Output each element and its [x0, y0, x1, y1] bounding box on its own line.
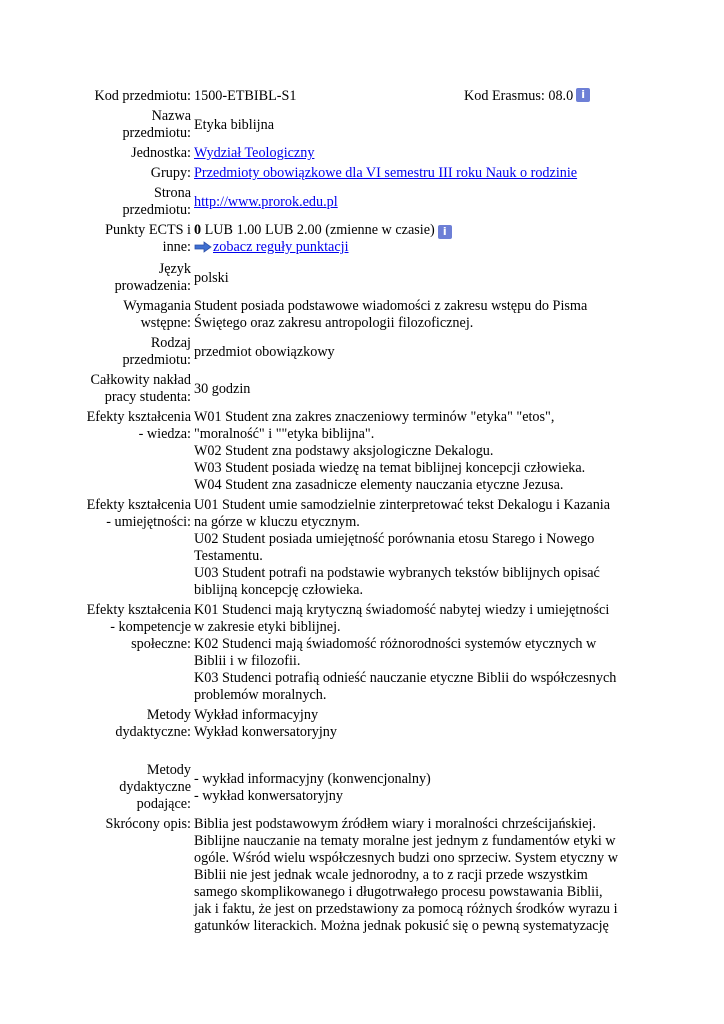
ects-points-bold: 0: [194, 222, 202, 238]
text-line: w zakresie etyki biblijnej.: [194, 619, 341, 635]
website-link[interactable]: http://www.prorok.edu.pl: [194, 193, 338, 210]
methods-teaching-value: [194, 771, 634, 805]
label-line: Punkty ECTS i: [105, 222, 191, 238]
label-line: Efekty kształcenia: [86, 497, 191, 513]
methods-label: [0, 707, 194, 741]
text-line: Świętego oraz zakresu antropologii filozoficznej.: [194, 315, 474, 331]
erasmus-label: Kod Erasmus:: [464, 88, 545, 104]
workload-label: [0, 372, 194, 406]
text-line: - wykład informacyjny (konwencjonalny): [194, 770, 431, 787]
skills-label: [0, 497, 194, 531]
requirements-value: [194, 298, 634, 332]
course-sheet: [0, 88, 724, 938]
label-line: dydaktyczne:: [115, 724, 191, 740]
label-line: społeczne:: [131, 636, 191, 652]
text-line: Student posiada podstawowe wiadomości z zakresu wstępu do Pisma: [194, 298, 588, 314]
row-requirements: [0, 298, 724, 332]
row-course-type: [0, 335, 724, 369]
text-line: biblijną koncepcję człowieka.: [194, 582, 363, 598]
label-line: - kompetencje: [110, 619, 191, 635]
course-code-value: 1500-ETBIBL-S1: [194, 88, 297, 104]
text-line: U02 Student posiada umiejętność porównania etosu Starego i Nowego: [194, 531, 595, 547]
label-line: pracy studenta:: [104, 389, 191, 405]
label-line: Język: [158, 261, 191, 277]
text-line: na górze w kluczu etycznym.: [194, 514, 360, 530]
row-methods-teaching: [0, 762, 724, 813]
label-line: Efekty kształcenia: [86, 602, 191, 618]
row-summary: [0, 816, 724, 935]
label-line: dydaktyczne: [119, 779, 191, 795]
text-line: ogóle. Wśród wielu współczesnych budzi ono sprzeciw. System etyczny w: [194, 850, 618, 866]
text-line: K03 Studenci potrafią odnieść nauczanie etyczne Biblii do współczesnych: [194, 670, 617, 686]
text-line: Biblii i w filozofii.: [194, 653, 301, 669]
text-line: U01 Student umie samodzielnie zinterpretować tekst Dekalogu i Kazania: [194, 497, 611, 513]
text-line: - wykład konwersatoryjny: [194, 787, 343, 804]
groups-link[interactable]: Przedmioty obowiązkowe dla VI semestru III roku Nauk o rodzinie: [194, 165, 578, 181]
summary-value: [194, 816, 634, 935]
groups-label: Grupy:: [150, 165, 191, 181]
label-line: przedmiotu:: [122, 125, 191, 141]
ects-value: [194, 222, 634, 258]
course-type-label: [0, 335, 194, 369]
competences-value: [194, 602, 634, 704]
unit-link[interactable]: Wydział Teologiczny: [194, 145, 315, 161]
text-line: samego skomplikowanego i długotrwałego procesu powstawania Biblii,: [194, 884, 603, 900]
knowledge-label: [0, 409, 194, 443]
methods-teaching-label: [0, 762, 194, 813]
label-line: podające:: [136, 796, 191, 812]
text-line: U03 Student potrafi na podstawie wybranych tekstów biblijnych opisać: [194, 565, 600, 581]
course-code-label: Kod przedmiotu:: [94, 88, 191, 104]
text-line: Biblii nie jest jednak wcale jednorodny, a to z racji przede wszystkim: [194, 867, 588, 883]
row-groups: [0, 165, 724, 182]
course-type-value: przedmiot obowiązkowy: [194, 343, 335, 360]
label-line: prowadzenia:: [114, 278, 191, 294]
skills-value: [194, 497, 634, 599]
arrow-right-icon: [194, 241, 212, 258]
text-line: W03 Student posiada wiedzę na temat biblijnej koncepcji człowieka.: [194, 460, 586, 476]
text-line: Wykład konwersatoryjny: [194, 724, 337, 740]
label-line: Nazwa: [151, 108, 191, 124]
row-course-code: [0, 88, 724, 105]
row-knowledge: [0, 409, 724, 494]
scoring-rules-link[interactable]: zobacz reguły punktacji: [213, 239, 349, 255]
language-label: [0, 261, 194, 295]
text-line: Biblia jest podstawowym źródłem wiary i moralności chrześcijańskiej.: [194, 816, 596, 832]
text-line: Testamentu.: [194, 548, 263, 564]
info-icon[interactable]: i: [438, 225, 452, 239]
text-line: W02 Student zna podstawy aksjologiczne Dekalogu.: [194, 443, 494, 459]
label-line: Rodzaj: [150, 335, 191, 351]
methods-value: [194, 707, 634, 741]
text-line: K01 Studenci mają krytyczną świadomość nabytej wiedzy i umiejętności: [194, 602, 610, 618]
text-line: jak i faktu, że jest on przedstawiony za pomocą różnych środków wyrazu i: [194, 901, 618, 917]
label-line: Metody: [146, 762, 191, 778]
requirements-label: [0, 298, 194, 332]
course-name-label: [0, 108, 194, 142]
row-ects: [0, 222, 724, 258]
text-line: "moralność" i ""etyka biblijna".: [194, 426, 375, 442]
knowledge-value: [194, 409, 634, 494]
row-language: [0, 261, 724, 295]
language-value: polski: [194, 269, 229, 286]
ects-points-rest: LUB 1.00 LUB 2.00 (zmienne w czasie): [201, 222, 435, 238]
row-course-name: [0, 108, 724, 142]
label-line: inne:: [162, 239, 191, 255]
label-line: przedmiotu:: [122, 352, 191, 368]
text-line: Wykład informacyjny: [194, 707, 319, 723]
label-line: Strona: [153, 185, 191, 201]
workload-value: 30 godzin: [194, 380, 251, 397]
text-line: W01 Student zna zakres znaczeniowy terminów "etyka" "etos",: [194, 409, 555, 425]
erasmus-value: 08.0: [548, 88, 574, 104]
label-line: - umiejętności:: [106, 514, 191, 530]
text-line: K02 Studenci mają świadomość różnorodności systemów etycznych w: [194, 636, 597, 652]
label-line: - wiedza:: [138, 426, 191, 442]
row-workload: [0, 372, 724, 406]
label-line: Metody: [146, 707, 191, 723]
website-label: [0, 185, 194, 219]
label-line: wstępne:: [140, 315, 191, 331]
row-competences: [0, 602, 724, 704]
label-line: Wymagania: [123, 298, 191, 314]
unit-label: Jednostka:: [131, 145, 191, 161]
row-methods: [0, 707, 724, 741]
info-icon[interactable]: i: [576, 88, 590, 102]
competences-label: [0, 602, 194, 653]
row-website: [0, 185, 724, 219]
course-name-value: Etyka biblijna: [194, 116, 274, 133]
label-line: przedmiotu:: [122, 202, 191, 218]
ects-label: [0, 222, 194, 256]
summary-label: Skrócony opis:: [105, 816, 191, 832]
course-code-cell: [194, 88, 634, 105]
text-line: Biblijne nauczanie na tematy moralne jest jednym z fundamentów etyki w: [194, 833, 616, 849]
label-line: Całkowity nakład: [90, 372, 191, 388]
text-line: problemów moralnych.: [194, 687, 327, 703]
spacer: [0, 744, 724, 762]
text-line: W04 Student zna zasadnicze elementy nauczania etyczne Jezusa.: [194, 477, 564, 493]
text-line: gatunków literackich. Można jednak pokusić się o pewną systematyzację: [194, 918, 609, 934]
row-unit: [0, 145, 724, 162]
label-line: Efekty kształcenia: [86, 409, 191, 425]
row-skills: [0, 497, 724, 599]
